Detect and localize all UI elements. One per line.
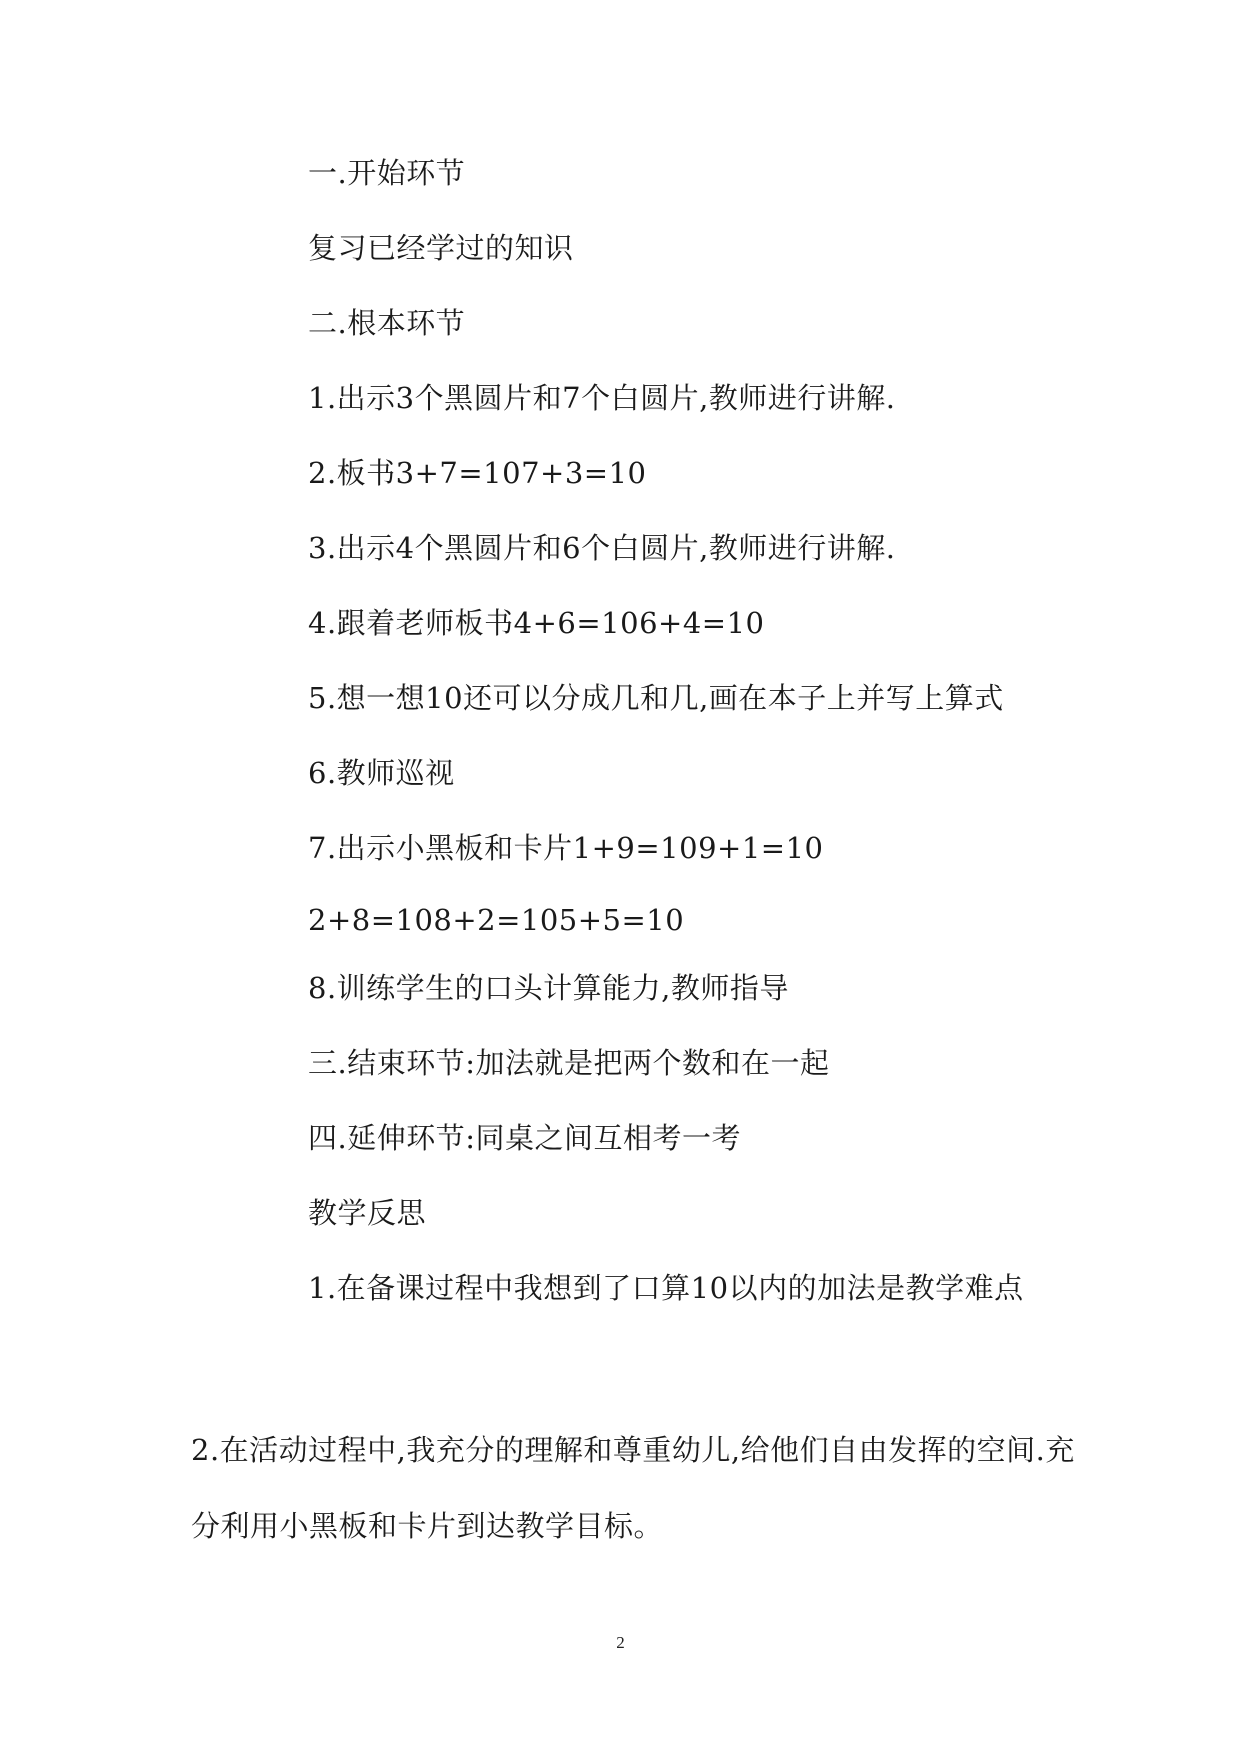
text-line: 5.想一想10还可以分成几和几,画在本子上并写上算式 bbox=[308, 681, 1004, 715]
section-heading-end: 三.结束环节:加法就是把两个数和在一起 bbox=[308, 1046, 830, 1080]
text-line: 6.教师巡视 bbox=[308, 756, 455, 790]
reflection-heading: 教学反思 bbox=[308, 1196, 427, 1230]
section-heading-main: 二.根本环节 bbox=[308, 306, 466, 340]
section-heading-extension: 四.延伸环节:同桌之间互相考一考 bbox=[308, 1121, 741, 1155]
section-heading-start: 一.开始环节 bbox=[308, 156, 466, 190]
text-line: 1.在备课过程中我想到了口算10以内的加法是教学难点 bbox=[308, 1271, 1024, 1305]
paragraph-line: 分利用小黑板和卡片到达教学目标。 bbox=[191, 1509, 664, 1543]
text-line: 3.出示4个黑圆片和6个白圆片,教师进行讲解. bbox=[308, 531, 896, 565]
text-line: 7.出示小黑板和卡片1+9=109+1=10 bbox=[308, 831, 824, 865]
text-line: 2+8=108+2=105+5=10 bbox=[308, 903, 685, 937]
text-line: 2.板书3+7=107+3=10 bbox=[308, 456, 647, 490]
paragraph-line: 2.在活动过程中,我充分的理解和尊重幼儿,给他们自由发挥的空间.充 bbox=[191, 1433, 1075, 1467]
text-line: 8.训练学生的口头计算能力,教师指导 bbox=[308, 971, 789, 1005]
text-line: 复习已经学过的知识 bbox=[308, 231, 574, 265]
text-line: 1.出示3个黑圆片和7个白圆片,教师进行讲解. bbox=[308, 381, 896, 415]
page-number: 2 bbox=[616, 1633, 625, 1652]
text-line: 4.跟着老师板书4+6=106+4=10 bbox=[308, 606, 765, 640]
reflection-paragraph bbox=[191, 1412, 1075, 1564]
